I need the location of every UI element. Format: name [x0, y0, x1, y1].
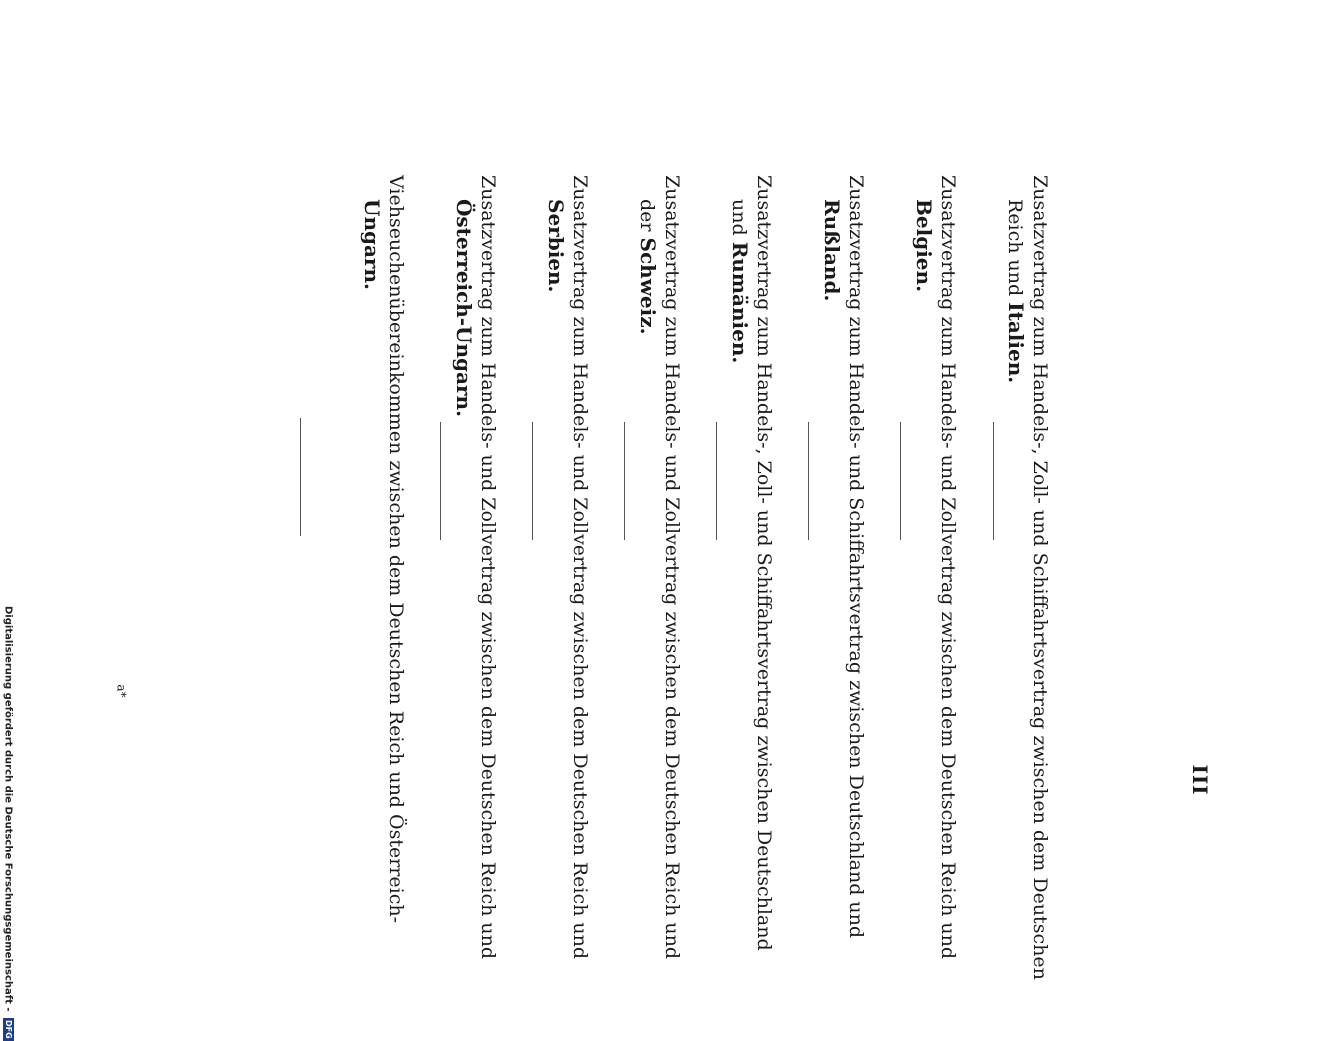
separator-rule [624, 422, 625, 540]
separator-rule [808, 422, 809, 540]
dfg-logo-icon: DFG [4, 1020, 13, 1039]
entry-italien [1003, 175, 1052, 980]
entry-line: Zusatzvertrag zum Handels- und Zollvertrag zwischen dem Deutschen Reich und [937, 175, 959, 960]
separator-rule [440, 422, 441, 540]
country-name: Österreich-Ungarn. [452, 199, 476, 418]
entry-line: Zusatzvertrag zum Handels-, Zoll- und Schiffahrtsvertrag zwischen Deutschland [753, 175, 775, 951]
separator-rule [532, 422, 533, 540]
separator-rule [300, 418, 301, 536]
entry-line-2 [727, 175, 752, 775]
country-name: Ungarn. [360, 199, 384, 290]
entry-line: Zusatzvertrag zum Handels- und Zollvertrag zwischen dem Deutschen Reich und [569, 175, 591, 960]
entry-line: Viehseuchenübereinkommen zwischen dem Deutschen Reich und Österreich- [385, 175, 407, 923]
entry-line-2 [359, 175, 384, 775]
country-name: Belgien. [912, 199, 936, 293]
entry-viehseuchen [359, 175, 408, 923]
entry-line-2 [451, 175, 476, 775]
separator-rule [716, 422, 717, 540]
page-number: III [1188, 764, 1212, 796]
country-name: Rumänien. [728, 241, 752, 364]
entry-rumaenien [727, 175, 776, 951]
entry-line: Zusatzvertrag zum Handels- und Zollvertrag zwischen dem Deutschen Reich und [661, 175, 683, 960]
entry-line: Zusatzvertrag zum Handels- und Schiffahrtsvertrag zwischen Deutschland und [845, 175, 867, 939]
entry-line-2 [1003, 175, 1028, 795]
entry-line-2 [911, 175, 936, 775]
entry-prefix: der [636, 199, 658, 232]
signature-mark: a* [114, 684, 129, 698]
entry-line-2 [635, 175, 660, 775]
entry-belgien [911, 175, 960, 960]
country-name: Italien. [1004, 302, 1028, 384]
country-name: Serbien. [544, 199, 568, 293]
entry-serbien [543, 175, 592, 960]
dfg-credit [3, 606, 15, 1041]
separator-rule [900, 422, 901, 540]
entry-schweiz [635, 175, 684, 960]
entry-line-2 [819, 175, 844, 775]
entry-line: Zusatzvertrag zum Handels-, Zoll- und Schiffahrtsvertrag zwischen dem Deutschen [1029, 175, 1051, 980]
entry-line-2 [543, 175, 568, 775]
separator-rule [993, 422, 994, 540]
country-name: Schweiz. [636, 237, 660, 335]
credit-text: Digitalisierung gefördert durch die Deutsche Forschungsgemeinschaft - [2, 606, 14, 1012]
country-name: Rußland. [820, 199, 844, 302]
entry-russland [819, 175, 868, 939]
entry-prefix: und [728, 199, 750, 236]
entry-line: Zusatzvertrag zum Handels- und Zollvertrag zwischen dem Deutschen Reich und [477, 175, 499, 960]
entry-oesterreich-ungarn [451, 175, 500, 960]
entry-prefix: Reich und [1004, 199, 1026, 297]
